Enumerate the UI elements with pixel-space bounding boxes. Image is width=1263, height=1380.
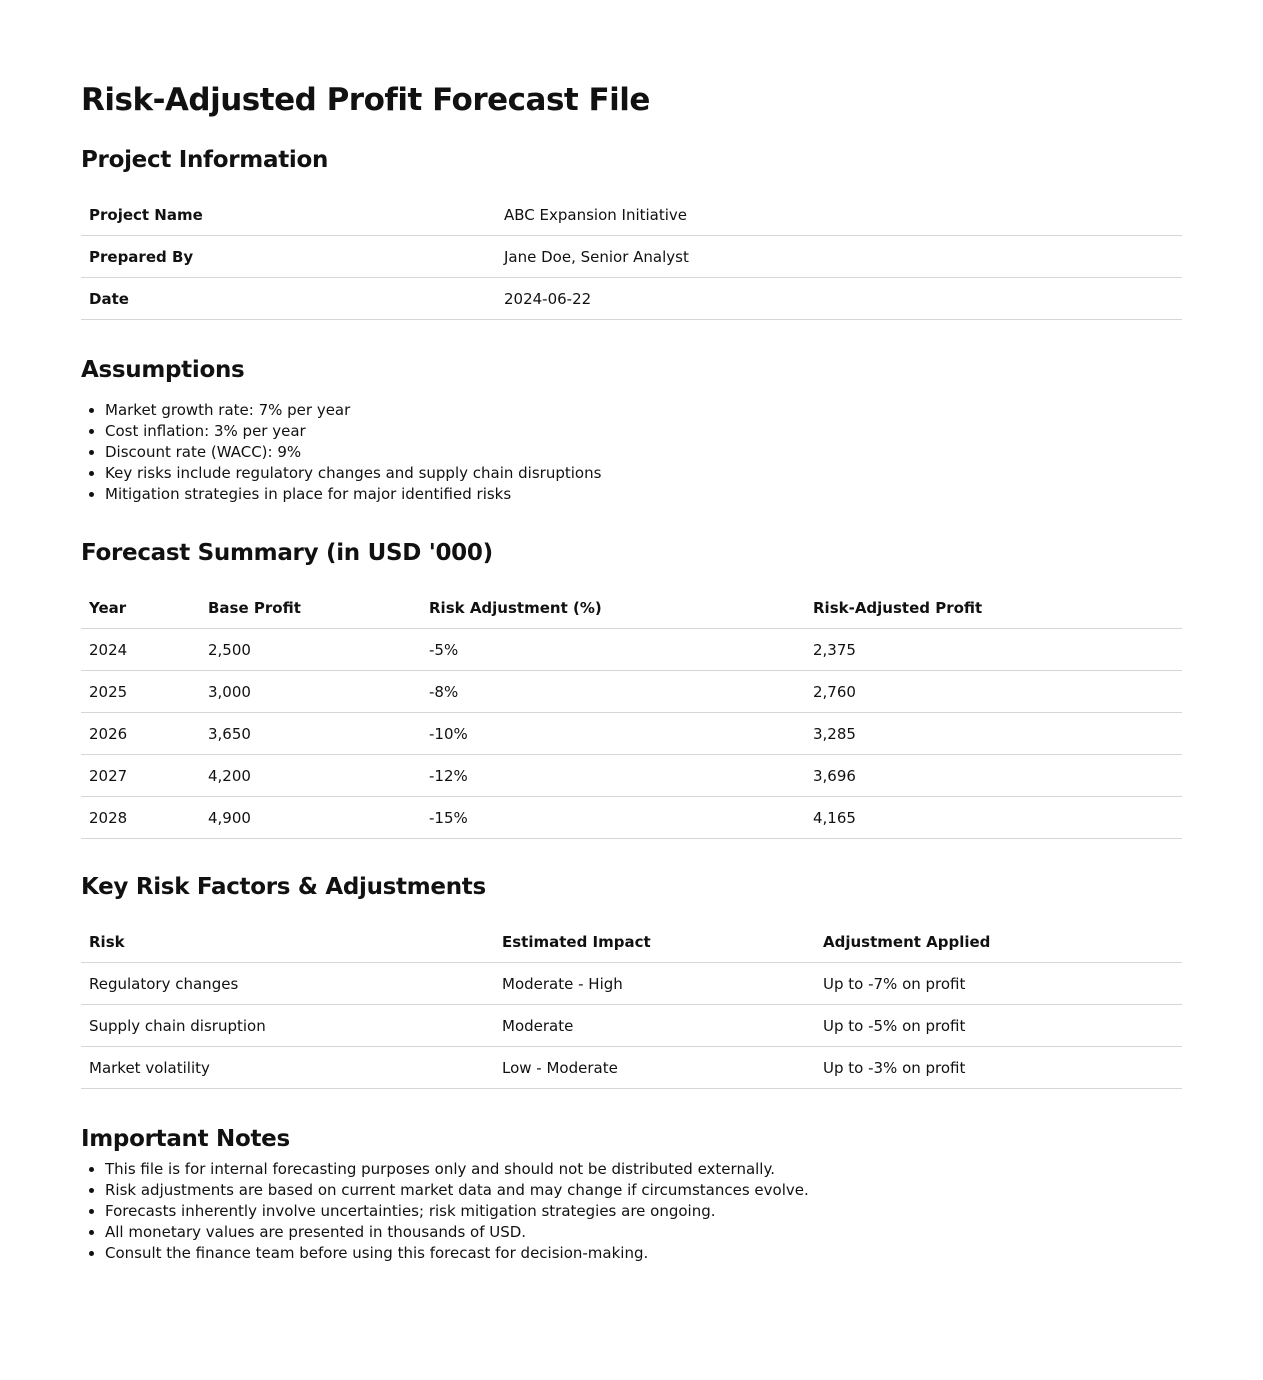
column-header-base-profit: Base Profit [200,587,421,629]
prepared-by-value: Jane Doe, Senior Analyst [496,236,1182,278]
risk-factors-section [81,871,1182,1089]
estimated-impact-cell: Moderate [494,1005,815,1047]
risk-adjustment-cell: -8% [421,671,805,713]
project-information-section [81,144,1182,320]
project-name-value: ABC Expansion Initiative [496,194,1182,236]
risk-adjusted-profit-cell: 2,375 [805,629,1182,671]
list-item: • All monetary values are presented in thousands of USD. [105,1222,1182,1243]
assumptions-list [81,400,1182,505]
table-row [81,236,1182,278]
important-notes-heading: Important Notes [81,1126,290,1152]
table-row [81,963,1182,1005]
column-header-risk: Risk [81,921,494,963]
page-title: Risk-Adjusted Profit Forecast File [81,82,650,118]
risk-cell: Market volatility [81,1047,494,1089]
year-cell: 2026 [81,713,200,755]
risk-adjustment-cell: -5% [421,629,805,671]
adjustment-applied-cell: Up to -3% on profit [815,1047,1182,1089]
risk-factors-heading: Key Risk Factors & Adjustments [81,874,486,900]
table-row [81,629,1182,671]
document-page [81,0,1182,1264]
list-item: • Consult the finance team before using this forecast for decision-making. [105,1243,1182,1264]
table-row [81,671,1182,713]
estimated-impact-cell: Moderate - High [494,963,815,1005]
risk-adjustment-cell: -12% [421,755,805,797]
risk-adjustment-cell: -15% [421,797,805,839]
column-header-risk-adjustment: Risk Adjustment (%) [421,587,805,629]
base-profit-cell: 3,650 [200,713,421,755]
risk-adjusted-profit-cell: 4,165 [805,797,1182,839]
year-cell: 2027 [81,755,200,797]
assumptions-section [81,354,1182,505]
base-profit-cell: 4,200 [200,755,421,797]
project-name-label: Project Name [81,194,496,236]
important-notes-section [81,1123,1182,1264]
table-row [81,278,1182,320]
column-header-risk-adjusted-profit: Risk-Adjusted Profit [805,587,1182,629]
base-profit-cell: 3,000 [200,671,421,713]
risk-adjusted-profit-cell: 3,696 [805,755,1182,797]
prepared-by-label: Prepared By [81,236,496,278]
list-item: • This file is for internal forecasting purposes only and should not be distributed externally. [105,1159,1182,1180]
forecast-summary-section [81,537,1182,839]
risk-cell: Regulatory changes [81,963,494,1005]
risk-adjusted-profit-cell: 2,760 [805,671,1182,713]
date-label: Date [81,278,496,320]
column-header-estimated-impact: Estimated Impact [494,921,815,963]
estimated-impact-cell: Low - Moderate [494,1047,815,1089]
list-item: • Key risks include regulatory changes and supply chain disruptions [105,463,1182,484]
risk-cell: Supply chain disruption [81,1005,494,1047]
adjustment-applied-cell: Up to -5% on profit [815,1005,1182,1047]
table-header-row [81,587,1182,629]
adjustment-applied-cell: Up to -7% on profit [815,963,1182,1005]
year-cell: 2024 [81,629,200,671]
table-row [81,755,1182,797]
forecast-summary-table [81,587,1182,839]
list-item: • Discount rate (WACC): 9% [105,442,1182,463]
table-row [81,797,1182,839]
assumptions-heading: Assumptions [81,357,245,383]
project-information-table [81,194,1182,320]
column-header-year: Year [81,587,200,629]
project-information-heading: Project Information [81,147,329,173]
important-notes-list [81,1159,1182,1264]
year-cell: 2025 [81,671,200,713]
table-row [81,194,1182,236]
risk-adjustment-cell: -10% [421,713,805,755]
table-row [81,1005,1182,1047]
list-item: • Cost inflation: 3% per year [105,421,1182,442]
column-header-adjustment-applied: Adjustment Applied [815,921,1182,963]
table-header-row [81,921,1182,963]
forecast-summary-heading: Forecast Summary (in USD '000) [81,540,493,566]
year-cell: 2028 [81,797,200,839]
date-value: 2024-06-22 [496,278,1182,320]
base-profit-cell: 2,500 [200,629,421,671]
list-item: • Forecasts inherently involve uncertainties; risk mitigation strategies are ongoing. [105,1201,1182,1222]
list-item: • Risk adjustments are based on current market data and may change if circumstances evolve. [105,1180,1182,1201]
risk-adjusted-profit-cell: 3,285 [805,713,1182,755]
risk-factors-table [81,921,1182,1089]
table-row [81,1047,1182,1089]
list-item: • Market growth rate: 7% per year [105,400,1182,421]
list-item: • Mitigation strategies in place for major identified risks [105,484,1182,505]
base-profit-cell: 4,900 [200,797,421,839]
table-row [81,713,1182,755]
